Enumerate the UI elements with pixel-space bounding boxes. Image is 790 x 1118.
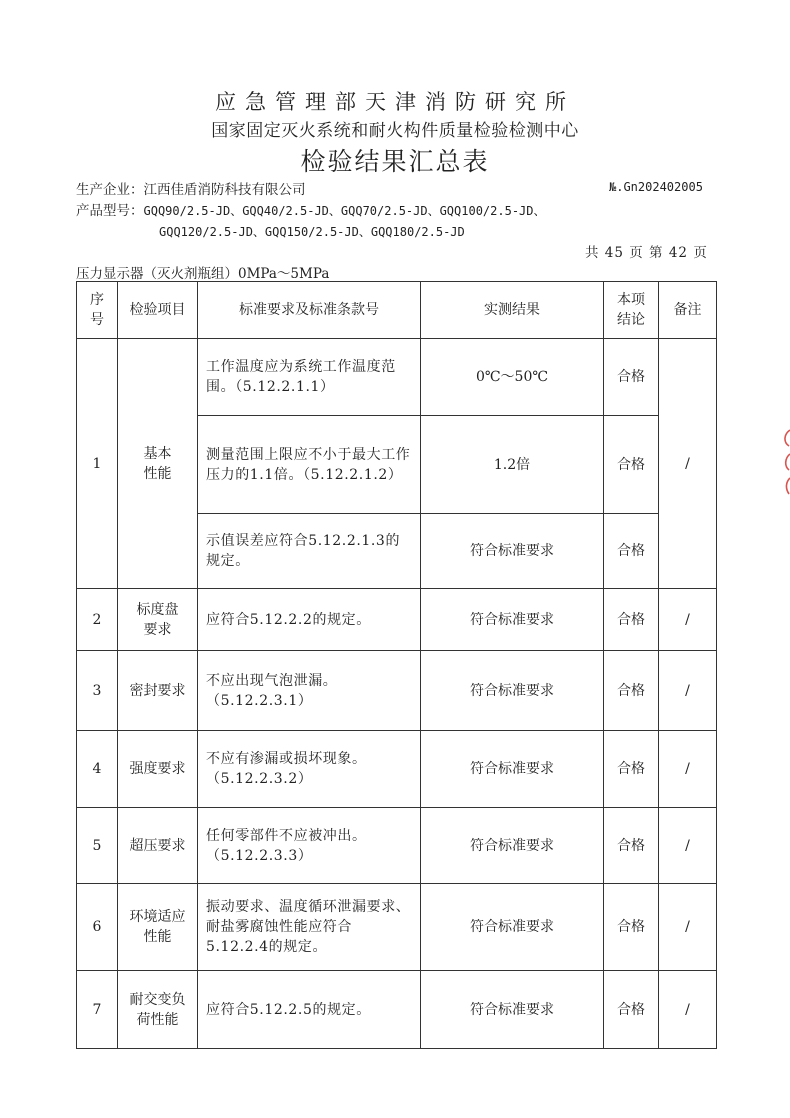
- institute-name: 应急管理部天津消防研究所: [215, 90, 575, 114]
- report-number: №.Gn202402005: [609, 180, 703, 194]
- row3-result: 符合标准要求: [421, 651, 604, 731]
- header-row: [77, 282, 717, 339]
- row2-seq: 2: [77, 589, 118, 651]
- row7-item: 耐交变负荷性能: [118, 971, 198, 1049]
- row6-item: 环境适应性能: [118, 884, 198, 971]
- row1c-result: 符合标准要求: [421, 514, 604, 589]
- row3-seq: 3: [77, 651, 118, 731]
- header-item: 检验项目: [118, 282, 198, 339]
- models-line1: GQQ90/2.5-JD、GQQ40/2.5-JD、GQQ70/2.5-JD、GQQ100/2.5-JD、: [143, 204, 546, 218]
- row1-seq: 1: [77, 339, 118, 589]
- row3-remark: /: [659, 651, 717, 731]
- manufacturer-label: 生产企业：: [76, 182, 144, 198]
- row5-result: 符合标准要求: [421, 808, 604, 884]
- row2-conclusion: 合格: [604, 589, 659, 651]
- row6-seq: 6: [77, 884, 118, 971]
- row7-seq: 7: [77, 971, 118, 1049]
- row4-conclusion: 合格: [604, 731, 659, 808]
- row6-remark: /: [659, 884, 717, 971]
- row7-remark: /: [659, 971, 717, 1049]
- row1c-conclusion: 合格: [604, 514, 659, 589]
- table-row: [77, 884, 717, 971]
- table-row: [77, 731, 717, 808]
- table-row: [77, 808, 717, 884]
- row4-remark: /: [659, 731, 717, 808]
- header-remark: 备注: [659, 282, 717, 339]
- header-conclusion: 本项结论: [604, 282, 659, 339]
- manufacturer-line: [76, 178, 306, 198]
- table-row: [77, 339, 717, 416]
- row1b-standard: 测量范围上限应不小于最大工作压力的1.1倍。（5.12.2.1.2）: [198, 416, 421, 514]
- row1a-standard: 工作温度应为系统工作温度范围。（5.12.2.1.1）: [198, 339, 421, 416]
- seal-edge-mark: [780, 428, 790, 498]
- row1c-standard: 示值误差应符合5.12.2.1.3的规定。: [198, 514, 421, 589]
- row6-standard: 振动要求、温度循环泄漏要求、耐盐雾腐蚀性能应符合5.12.2.4的规定。: [198, 884, 421, 971]
- row1a-result: 0℃～50℃: [421, 339, 604, 416]
- doc-title: 检验结果汇总表: [300, 147, 490, 176]
- row7-result: 符合标准要求: [421, 971, 604, 1049]
- row5-standard: 任何零部件不应被冲出。（5.12.2.3.3）: [198, 808, 421, 884]
- row5-item: 超压要求: [118, 808, 198, 884]
- row5-seq: 5: [77, 808, 118, 884]
- header-result: 实测结果: [421, 282, 604, 339]
- row2-item: 标度盘要求: [118, 589, 198, 651]
- component-name: 压力显示器（灭火剂瓶组）0MPa～5MPa: [76, 266, 330, 282]
- row6-conclusion: 合格: [604, 884, 659, 971]
- row2-result: 符合标准要求: [421, 589, 604, 651]
- row4-result: 符合标准要求: [421, 731, 604, 808]
- page-info: 共 45 页 第 42 页: [585, 245, 708, 261]
- header-standard: 标准要求及标准条款号: [198, 282, 421, 339]
- results-table: [76, 281, 717, 1049]
- row1-item: 基本性能: [118, 339, 198, 589]
- row4-seq: 4: [77, 731, 118, 808]
- row1b-result: 1.2倍: [421, 416, 604, 514]
- row4-standard: 不应有渗漏或损坏现象。（5.12.2.3.2）: [198, 731, 421, 808]
- row7-standard: 应符合5.12.2.5的规定。: [198, 971, 421, 1049]
- header-seq: 序号: [77, 282, 118, 339]
- row5-conclusion: 合格: [604, 808, 659, 884]
- row6-result: 符合标准要求: [421, 884, 604, 971]
- table-row: [77, 651, 717, 731]
- row5-remark: /: [659, 808, 717, 884]
- row1b-conclusion: 合格: [604, 416, 659, 514]
- row3-item: 密封要求: [118, 651, 198, 731]
- row1-remark: /: [659, 339, 717, 589]
- model-line-1: [76, 199, 546, 219]
- row3-conclusion: 合格: [604, 651, 659, 731]
- row2-standard: 应符合5.12.2.2的规定。: [198, 589, 421, 651]
- manufacturer-value: 江西佳盾消防科技有限公司: [143, 182, 306, 198]
- model-label: 产品型号：: [76, 203, 144, 219]
- table-row: [77, 971, 717, 1049]
- row2-remark: /: [659, 589, 717, 651]
- table-row: [77, 589, 717, 651]
- models-line2: GQQ120/2.5-JD、GQQ150/2.5-JD、GQQ180/2.5-JD: [159, 225, 465, 239]
- row1a-conclusion: 合格: [604, 339, 659, 416]
- row7-conclusion: 合格: [604, 971, 659, 1049]
- row4-item: 强度要求: [118, 731, 198, 808]
- center-name: 国家固定灭火系统和耐火构件质量检验检测中心: [211, 121, 579, 141]
- row3-standard: 不应出现气泡泄漏。（5.12.2.3.1）: [198, 651, 421, 731]
